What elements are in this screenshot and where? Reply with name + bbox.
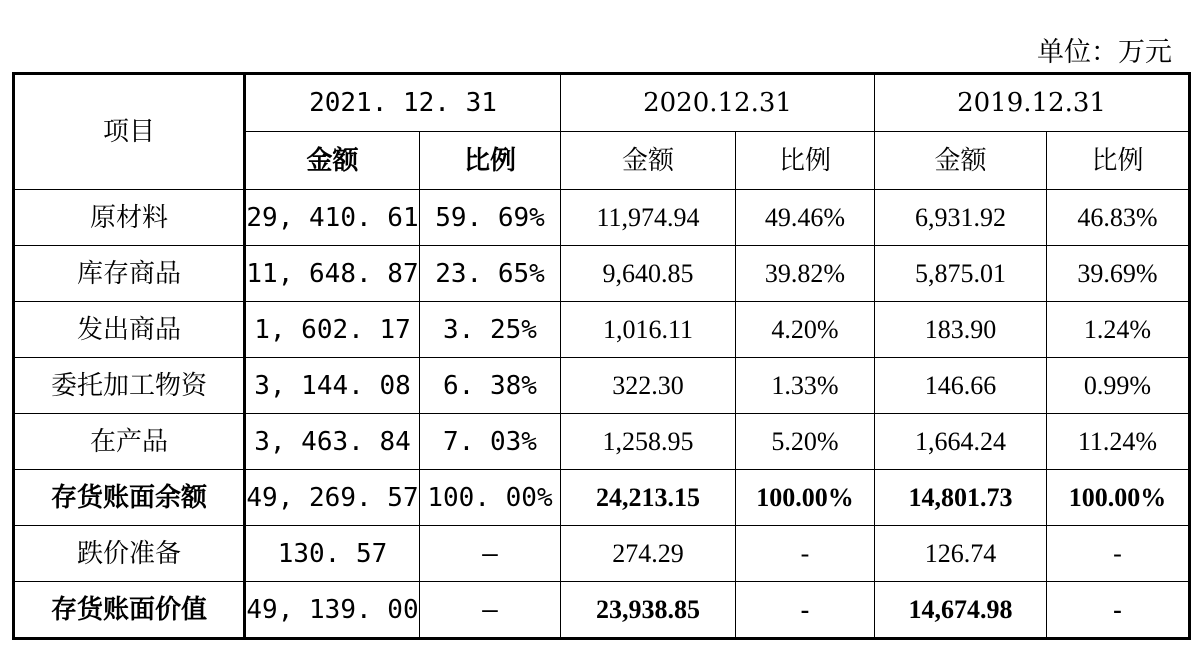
cell-amount-2021: 3, 144. 08 (245, 358, 420, 414)
table-row-total (14, 470, 1190, 526)
cell-amount-2021: 1, 602. 17 (245, 302, 420, 358)
table-row (14, 414, 1190, 470)
header-row-periods (14, 74, 1190, 132)
cell-amount-2019: 6,931.92 (875, 190, 1047, 246)
header-ratio-2021: 比例 (420, 132, 561, 190)
cell-amount-2021: 49, 139. 00 (245, 582, 420, 639)
table-row (14, 526, 1190, 582)
table-row (14, 246, 1190, 302)
cell-ratio-2020: 1.33% (736, 358, 875, 414)
cell-amount-2021: 49, 269. 57 (245, 470, 420, 526)
cell-ratio-2020: 39.82% (736, 246, 875, 302)
row-label: 存货账面价值 (14, 582, 245, 639)
cell-ratio-2019: - (1047, 526, 1190, 582)
header-ratio-2020: 比例 (736, 132, 875, 190)
cell-amount-2019: 5,875.01 (875, 246, 1047, 302)
cell-ratio-2021: 6. 38% (420, 358, 561, 414)
cell-ratio-2021: – (420, 526, 561, 582)
table-row-total (14, 582, 1190, 639)
header-period-2019: 2019.12.31 (875, 74, 1190, 132)
cell-amount-2019: 14,801.73 (875, 470, 1047, 526)
cell-amount-2020: 11,974.94 (561, 190, 736, 246)
cell-ratio-2021: 3. 25% (420, 302, 561, 358)
header-item: 项目 (14, 74, 245, 190)
cell-ratio-2020: 100.00% (736, 470, 875, 526)
cell-ratio-2021: 59. 69% (420, 190, 561, 246)
cell-ratio-2020: 5.20% (736, 414, 875, 470)
cell-amount-2020: 1,258.95 (561, 414, 736, 470)
cell-ratio-2021: 100. 00% (420, 470, 561, 526)
row-label: 跌价准备 (14, 526, 245, 582)
header-amount-2020: 金额 (561, 132, 736, 190)
cell-amount-2020: 322.30 (561, 358, 736, 414)
header-amount-2019: 金额 (875, 132, 1047, 190)
cell-amount-2019: 183.90 (875, 302, 1047, 358)
cell-amount-2020: 24,213.15 (561, 470, 736, 526)
table-row (14, 358, 1190, 414)
header-period-2021: 2021. 12. 31 (245, 74, 561, 132)
cell-ratio-2021: – (420, 582, 561, 639)
cell-ratio-2019: 0.99% (1047, 358, 1190, 414)
row-label: 委托加工物资 (14, 358, 245, 414)
cell-ratio-2019: 11.24% (1047, 414, 1190, 470)
row-label: 发出商品 (14, 302, 245, 358)
cell-amount-2020: 1,016.11 (561, 302, 736, 358)
header-ratio-2019: 比例 (1047, 132, 1190, 190)
cell-amount-2020: 23,938.85 (561, 582, 736, 639)
header-period-2020: 2020.12.31 (561, 74, 875, 132)
cell-amount-2020: 9,640.85 (561, 246, 736, 302)
cell-amount-2021: 130. 57 (245, 526, 420, 582)
cell-amount-2019: 14,674.98 (875, 582, 1047, 639)
cell-ratio-2019: 39.69% (1047, 246, 1190, 302)
cell-amount-2020: 274.29 (561, 526, 736, 582)
table-row (14, 302, 1190, 358)
cell-amount-2019: 1,664.24 (875, 414, 1047, 470)
cell-amount-2021: 3, 463. 84 (245, 414, 420, 470)
unit-label: 单位：万元 (1037, 37, 1172, 68)
cell-ratio-2019: 100.00% (1047, 470, 1190, 526)
row-label: 库存商品 (14, 246, 245, 302)
cell-ratio-2020: 4.20% (736, 302, 875, 358)
header-amount-2021: 金额 (245, 132, 420, 190)
cell-amount-2019: 126.74 (875, 526, 1047, 582)
row-label: 存货账面余额 (14, 470, 245, 526)
table-row (14, 190, 1190, 246)
inventory-table (12, 72, 1191, 640)
cell-ratio-2019: 46.83% (1047, 190, 1190, 246)
cell-amount-2019: 146.66 (875, 358, 1047, 414)
cell-ratio-2020: - (736, 582, 875, 639)
cell-ratio-2019: 1.24% (1047, 302, 1190, 358)
cell-amount-2021: 11, 648. 87 (245, 246, 420, 302)
cell-ratio-2019: - (1047, 582, 1190, 639)
row-label: 在产品 (14, 414, 245, 470)
cell-amount-2021: 29, 410. 61 (245, 190, 420, 246)
cell-ratio-2021: 23. 65% (420, 246, 561, 302)
row-label: 原材料 (14, 190, 245, 246)
cell-ratio-2020: - (736, 526, 875, 582)
cell-ratio-2021: 7. 03% (420, 414, 561, 470)
cell-ratio-2020: 49.46% (736, 190, 875, 246)
